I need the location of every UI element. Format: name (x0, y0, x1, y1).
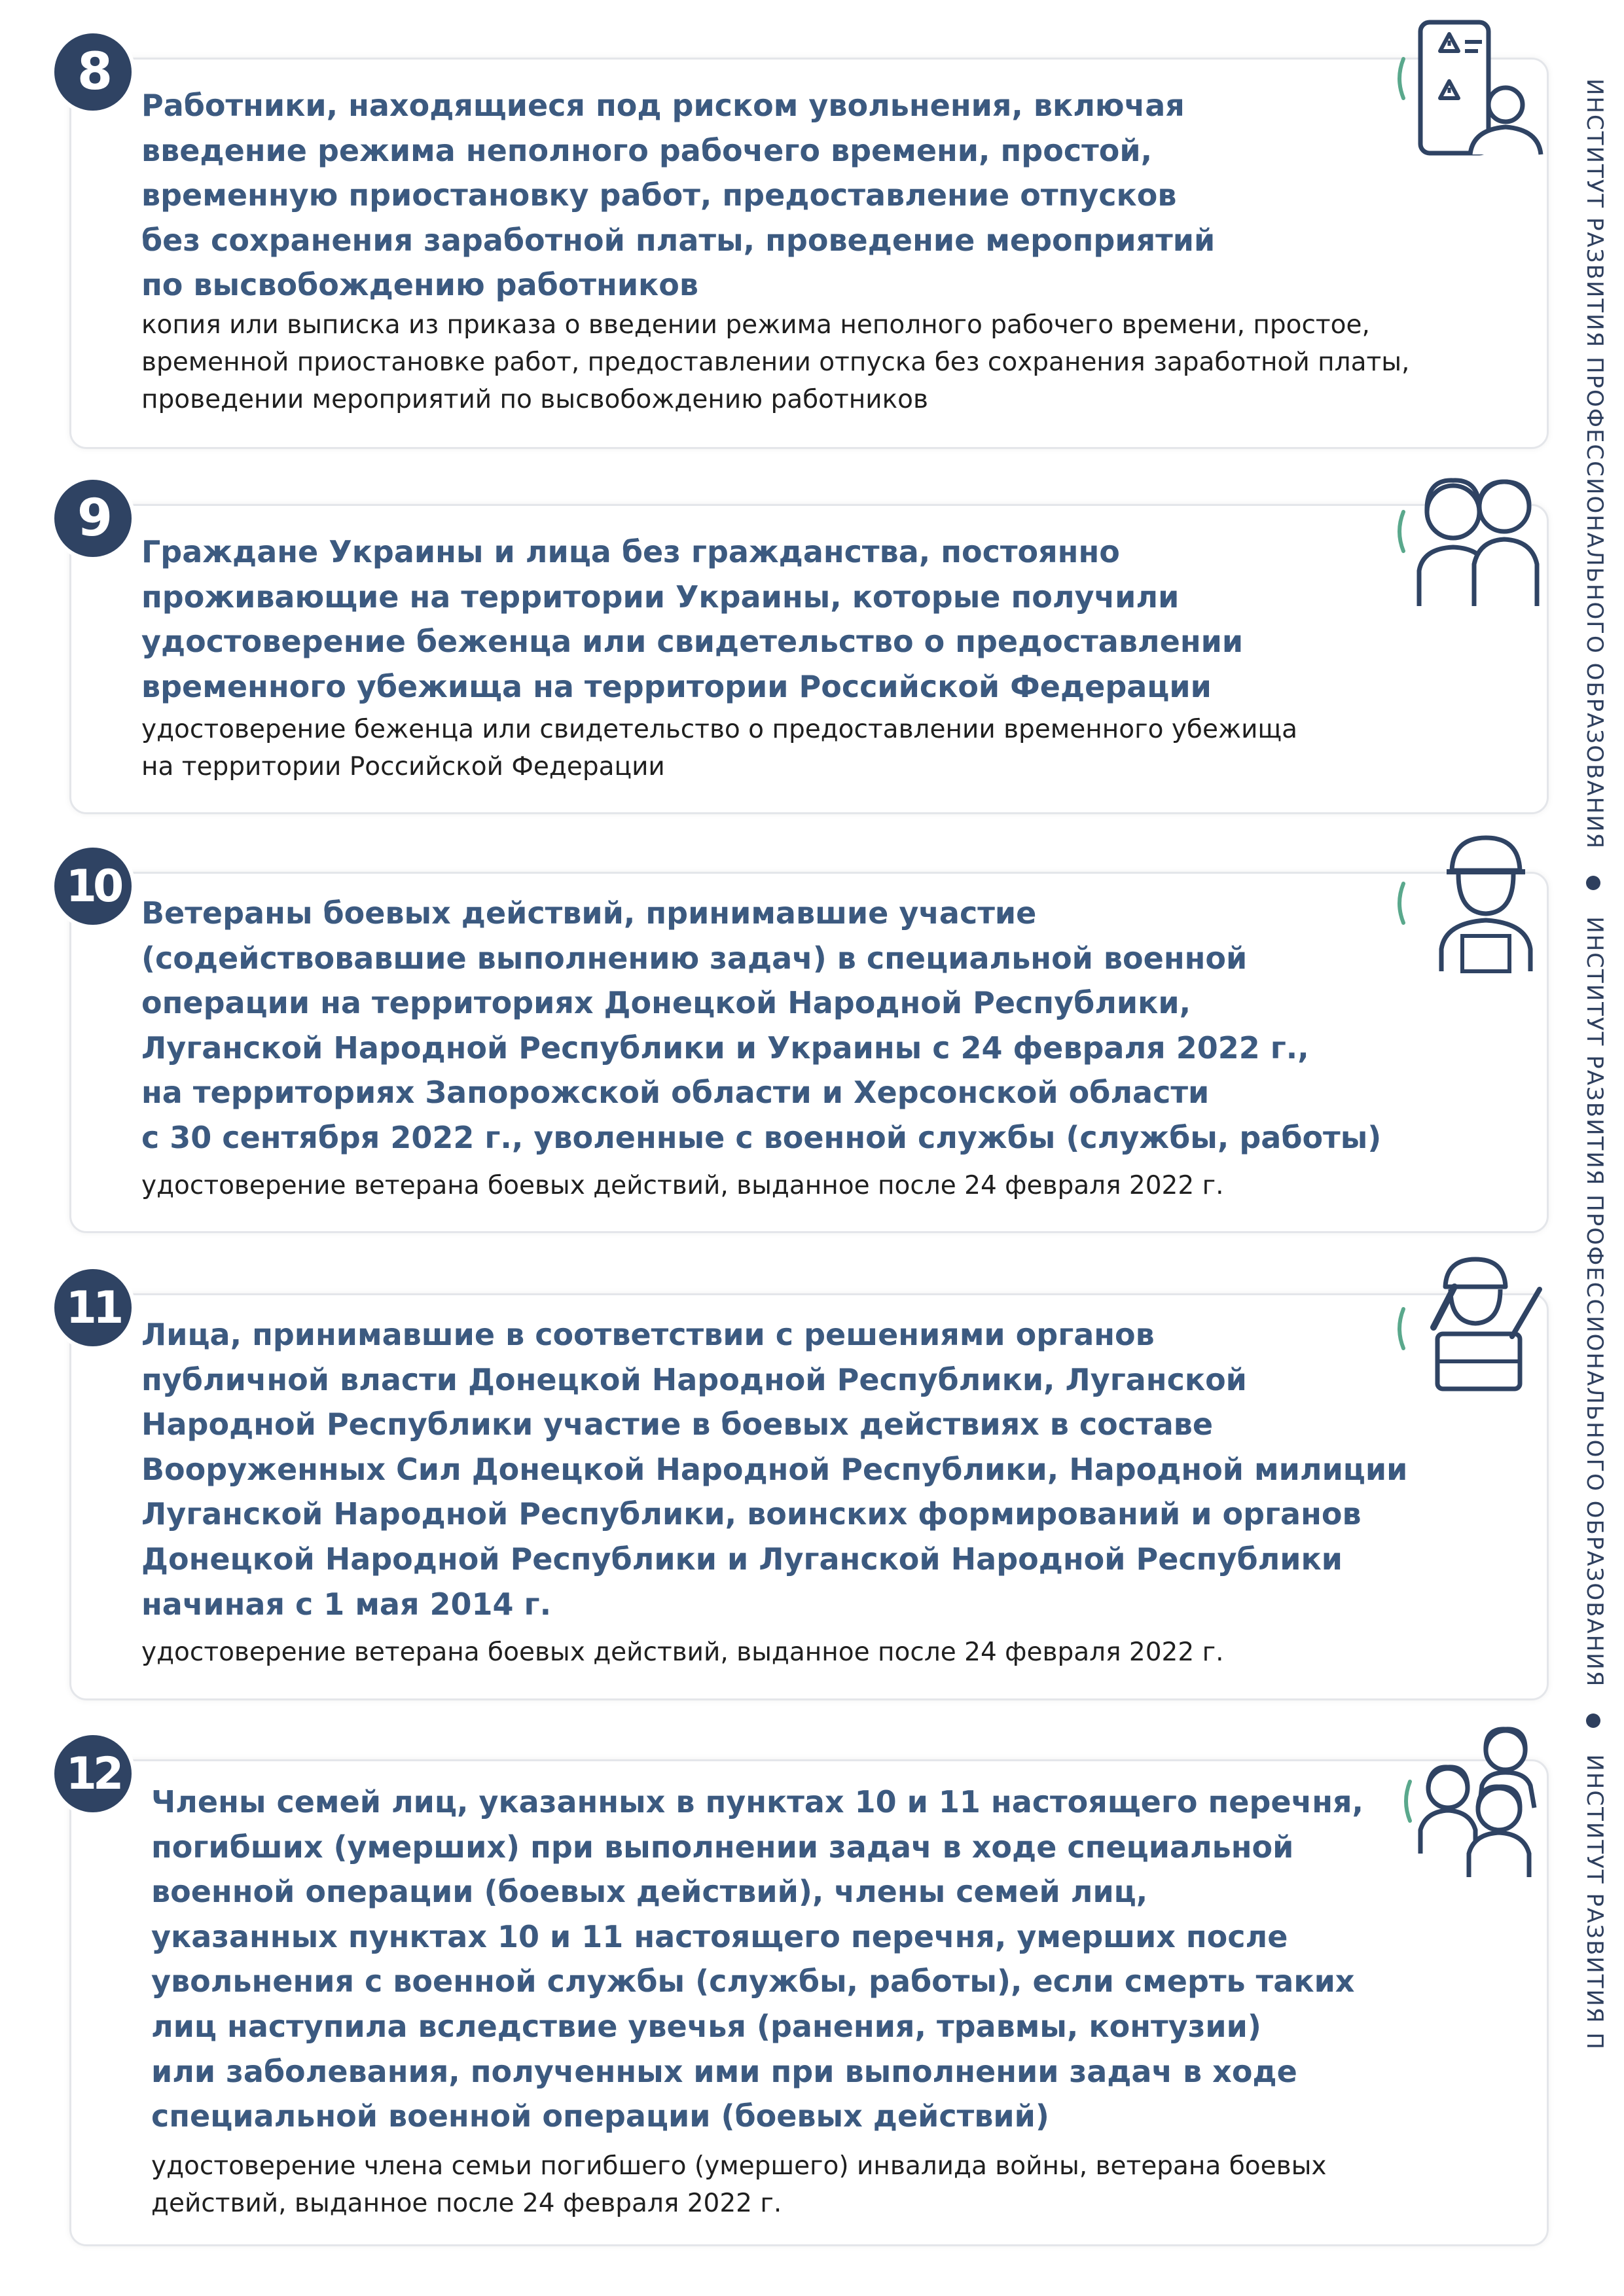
desc-line: удостоверение ветерана боевых действий, выданное после 24 февраля 2022 г. (141, 1171, 1224, 1200)
title-line: без сохранения заработной платы, проведение мероприятий (141, 222, 1216, 258)
item-number-badge: 10 (50, 844, 135, 929)
saluting-soldier-icon (1394, 1250, 1545, 1394)
title-line: Лица, принимавшие в соответствии с решениями органов (141, 1317, 1155, 1352)
item-document (141, 1634, 1503, 1671)
title-line: погибших (умерших) при выполнении задач в ходе специальной (151, 1829, 1294, 1865)
item-document (141, 306, 1503, 418)
separator-dot (1587, 1713, 1601, 1728)
title-line: военной операции (боевых действий), члены семей лиц, (151, 1874, 1148, 1910)
title-line: временного убежища на территории Российской Федерации (141, 668, 1212, 704)
title-line: с 30 сентября 2022 г., уволенные с военной службы (службы, работы) (141, 1119, 1382, 1155)
title-line: проживающие на территории Украины, которые получили (141, 579, 1180, 615)
item-title (141, 891, 1437, 1160)
title-line: начиная с 1 мая 2014 г. (141, 1586, 552, 1622)
title-line: увольнения с военной службы (службы, работы), если смерть таких (151, 1964, 1355, 2000)
list-item-8 (69, 43, 1549, 449)
list-item-9 (69, 489, 1549, 814)
title-line: Члены семей лиц, указанных в пунктах 10 и 11 настоящего перечня, (151, 1784, 1363, 1820)
couple-people-icon (1394, 466, 1545, 610)
desc-line: проведении мероприятий по высвобождению работников (141, 385, 928, 414)
title-line: лиц наступила вследствие увечья (ранения, травмы, контузии) (151, 2008, 1261, 2044)
item-title (141, 1312, 1437, 1626)
side-text-segment: ИНСТИТУТ РАЗВИТИЯ ПРОФЕССИОНАЛЬНОГО ОБРАЗОВАНИЯ (1581, 916, 1608, 1688)
title-line: (содействовавшие выполнению задач) в специальной военной (141, 940, 1248, 976)
title-line: Луганской Народной Республики, воинских формирований и органов (141, 1496, 1362, 1532)
list-item-10 (65, 860, 1549, 1233)
item-document (141, 1167, 1503, 1204)
item-title (141, 529, 1437, 709)
title-line: Граждане Украины и лица без гражданства, постоянно (141, 534, 1120, 569)
item-title (141, 83, 1437, 308)
title-line: на территориях Запорожской области и Херсонской области (141, 1075, 1210, 1111)
title-line: специальной военной операции (боевых действий) (151, 2098, 1049, 2134)
item-document (151, 2147, 1513, 2222)
title-line: введение режима неполного рабочего времени, простой, (141, 132, 1153, 168)
family-group-icon (1401, 1723, 1551, 1880)
item-number-badge: 12 (50, 1731, 135, 1816)
item-number-badge: 9 (50, 476, 135, 561)
title-line: Народной Республики участие в боевых действиях в составе (141, 1407, 1214, 1443)
title-line: Вооруженных Сил Донецкой Народной Республики, Народной милиции (141, 1451, 1408, 1487)
soldier-helmet-icon (1394, 831, 1545, 975)
title-line: или заболевания, полученных ими при выполнении задач в ходе (151, 2053, 1297, 2089)
side-text-segment: ИНСТИТУТ РАЗВИТИЯ ПРОФЕССИОНАЛЬНОГО ОБРАЗОВАНИЯ (1581, 79, 1608, 850)
desc-line: удостоверение ветерана боевых действий, выданное после 24 февраля 2022 г. (141, 1638, 1224, 1667)
title-line: временную приостановку работ, предоставление отпусков (141, 177, 1177, 213)
desc-line: временной приостановке работ, предоставлении отпуска без сохранения заработной платы, (141, 348, 1410, 377)
desc-line: на территории Российской Федерации (141, 752, 665, 781)
warning-phone-person-icon (1394, 20, 1545, 157)
title-line: по высвобождению работников (141, 267, 698, 303)
separator-dot (1587, 876, 1601, 890)
title-line: удостоверение беженца или свидетельство о предоставлении (141, 624, 1244, 660)
title-line: Луганской Народной Республики и Украины с 24 февраля 2022 г., (141, 1030, 1309, 1066)
title-line: Ветераны боевых действий, принимавшие участие (141, 895, 1037, 931)
title-line: публичной власти Донецкой Народной Республики, Луганской (141, 1361, 1247, 1397)
item-number-badge: 8 (50, 29, 135, 115)
side-text-segment: ИНСТИТУТ РАЗВИТИЯ П (1581, 1754, 1608, 2051)
side-vertical-text (1558, 0, 1623, 2296)
item-title (151, 1780, 1447, 2139)
title-line: операции на территориях Донецкой Народной Республики, (141, 985, 1191, 1021)
item-number-badge: 11 (50, 1265, 135, 1350)
desc-line: действий, выданное после 24 февраля 2022 г. (151, 2189, 782, 2218)
desc-line: копия или выписка из приказа о введении режима неполного рабочего времени, простое, (141, 310, 1370, 340)
list-item-12 (65, 1748, 1549, 2246)
desc-line: удостоверение члена семьи погибшего (умершего) инвалида войны, ветерана боевых (151, 2151, 1327, 2181)
desc-line: удостоверение беженца или свидетельство о предоставлении временного убежища (141, 715, 1298, 744)
title-line: Работники, находящиеся под риском увольнения, включая (141, 88, 1185, 123)
title-line: Донецкой Народной Республики и Луганской Народной Республики (141, 1541, 1343, 1577)
title-line: указанных пунктах 10 и 11 настоящего перечня, умерших после (151, 1918, 1288, 1954)
item-document (141, 711, 1503, 785)
list-item-11 (65, 1282, 1549, 1700)
